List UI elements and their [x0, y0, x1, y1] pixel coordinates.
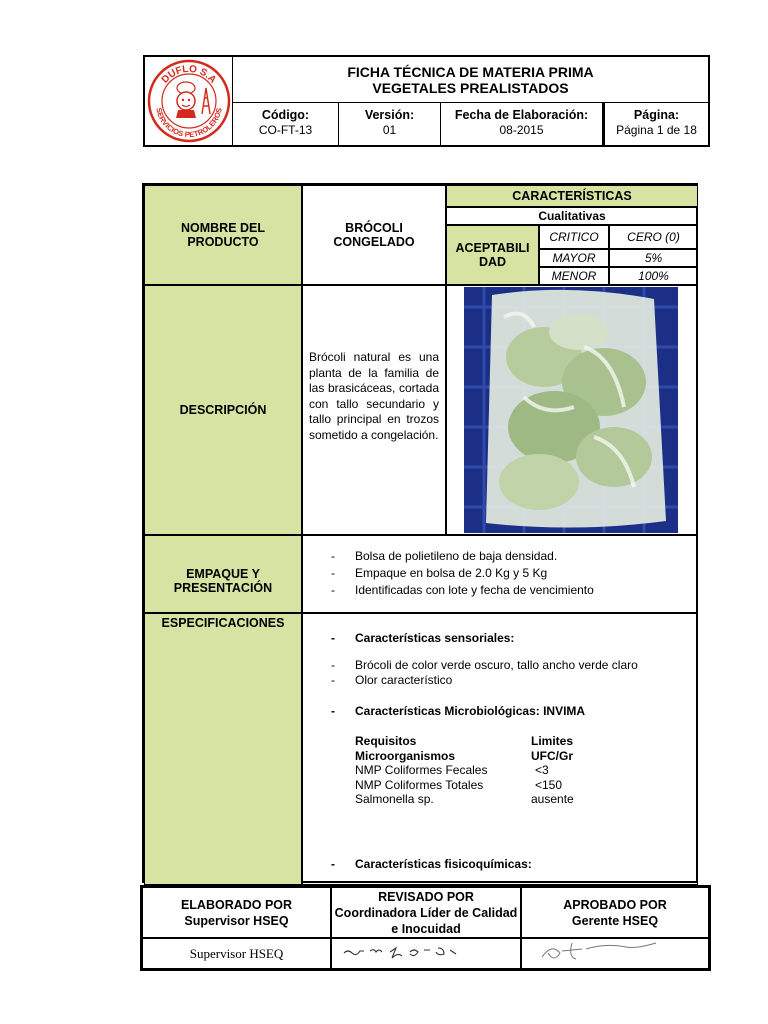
product-name-value — [302, 185, 446, 285]
critico-label: CRITICO — [539, 225, 609, 249]
version-value: 01 — [382, 123, 397, 137]
version-cell — [339, 103, 441, 145]
especificaciones-label: ESPECIFICACIONES — [144, 613, 302, 885]
list-item: - Empaque en bolsa de 2.0 Kg y 5 Kg — [331, 565, 697, 582]
micro-name: Salmonella sp. — [355, 792, 434, 806]
elaborado-title: ELABORADO POR — [180, 897, 293, 912]
product-name-label — [144, 185, 302, 285]
lim-header-2: UFC/Gr — [531, 748, 573, 763]
caracteristicas-header — [446, 185, 698, 207]
list-item: - Bolsa de polietileno de baja densidad. — [331, 548, 697, 565]
mayor-value: 5% — [609, 249, 698, 267]
menor-label: MENOR — [539, 267, 609, 285]
title-line-1: FICHA TÉCNICA DE MATERIA PRIMA — [347, 64, 594, 80]
title-line-2: VEGETALES PREALISTADOS — [372, 80, 569, 96]
company-logo — [146, 58, 232, 144]
empaque-list — [302, 535, 698, 613]
codigo-label: Código: — [261, 108, 310, 122]
aprobado-role: Gerente HSEQ — [571, 913, 659, 928]
critico-value: CERO (0) — [609, 225, 698, 249]
sensoriales-title: - Características sensoriales: — [331, 630, 514, 647]
specification-table — [142, 183, 698, 883]
codigo-cell — [233, 103, 339, 145]
version-label: Versión: — [364, 108, 415, 122]
product-photo — [464, 287, 678, 533]
handwritten-signature — [522, 939, 708, 968]
product-name-label-text: NOMBRE DEL PRODUCTO — [180, 221, 266, 249]
revisado-signature — [331, 938, 521, 969]
req-header-1: Requisitos — [355, 734, 417, 748]
fecha-cell — [441, 103, 603, 145]
micro-header-row — [355, 734, 595, 749]
fisico-title: - Características fisicoquímicas: — [331, 856, 532, 873]
sensoriales-list — [331, 658, 638, 688]
descripcion-label-text: DESCRIPCIÓN — [179, 403, 267, 417]
elaborado-role: Supervisor HSEQ — [184, 913, 289, 928]
aprobado-title: APROBADO POR — [563, 897, 667, 912]
aprobado-signature — [521, 938, 709, 969]
pagina-cell — [603, 103, 708, 145]
elaborado-signature: Supervisor HSEQ — [142, 938, 331, 969]
lim-header-1: Limites — [531, 734, 574, 748]
micro-table — [355, 734, 595, 807]
descripcion-label — [144, 285, 302, 535]
table-row — [355, 778, 595, 793]
micro-value: <3 — [535, 763, 549, 777]
list-item: - Olor característico — [331, 673, 638, 688]
descripcion-text-cell — [302, 285, 446, 535]
caracteristicas-header-text: CARACTERÍSTICAS — [512, 189, 632, 203]
aprobado-cell — [521, 887, 709, 938]
approval-table — [140, 885, 711, 971]
cualitativas-header: Cualitativas — [446, 207, 698, 225]
empaque-label — [144, 535, 302, 613]
menor-value: 100% — [609, 267, 698, 285]
revisado-title: REVISADO POR — [378, 889, 474, 904]
svg-text:SERVICIOS PETROLEROS: SERVICIOS PETROLEROS — [154, 106, 224, 140]
fecha-label: Fecha de Elaboración: — [454, 108, 589, 122]
micro-title: - Características Microbiológicas: INVIMA — [331, 703, 585, 720]
product-image-cell — [446, 285, 698, 535]
table-row — [355, 763, 595, 778]
fecha-value: 08-2015 — [499, 123, 544, 137]
aceptabilidad-label — [446, 225, 539, 285]
elaborado-cell — [142, 887, 331, 938]
micro-value: ausente — [531, 792, 574, 806]
especificaciones-content — [302, 613, 698, 885]
pagina-label: Página: — [633, 108, 680, 122]
empaque-label-text: EMPAQUE Y PRESENTACIÓN — [173, 567, 273, 595]
revisado-role: Coordinadora Líder de Calidad e Inocuidad — [334, 905, 518, 936]
micro-name: NMP Coliformes Totales — [355, 777, 484, 792]
document-header — [143, 55, 710, 147]
revisado-cell — [331, 887, 521, 938]
logo-cell — [145, 57, 233, 145]
table-row — [355, 792, 595, 807]
codigo-value: CO-FT-13 — [258, 123, 313, 137]
micro-header-row — [355, 749, 595, 764]
micro-value: <150 — [535, 777, 563, 792]
list-item: - Identificadas con lote y fecha de vencimiento — [331, 582, 697, 599]
handwritten-signature — [332, 939, 520, 968]
micro-name: NMP Coliformes Fecales — [355, 763, 488, 777]
list-item: - Brócoli de color verde oscuro, tallo ancho verde claro — [331, 658, 638, 673]
svg-text:DUFLO S.A: DUFLO S.A — [159, 63, 219, 86]
descripcion-text: Brócoli natural es una planta de la familia de las brasicáceas, cortada con tallo secundario y tallo principal en trozos sometido a congelación. — [309, 350, 439, 442]
mayor-label: MAYOR — [539, 249, 609, 267]
product-name-value-text: BRÓCOLI CONGELADO — [333, 221, 415, 249]
req-header-2: Microorganismos — [355, 748, 456, 763]
aceptabilidad-label-text: ACEPTABILI DAD — [455, 241, 530, 269]
pagina-value: Página 1 de 18 — [616, 123, 697, 137]
document-title — [233, 57, 708, 103]
